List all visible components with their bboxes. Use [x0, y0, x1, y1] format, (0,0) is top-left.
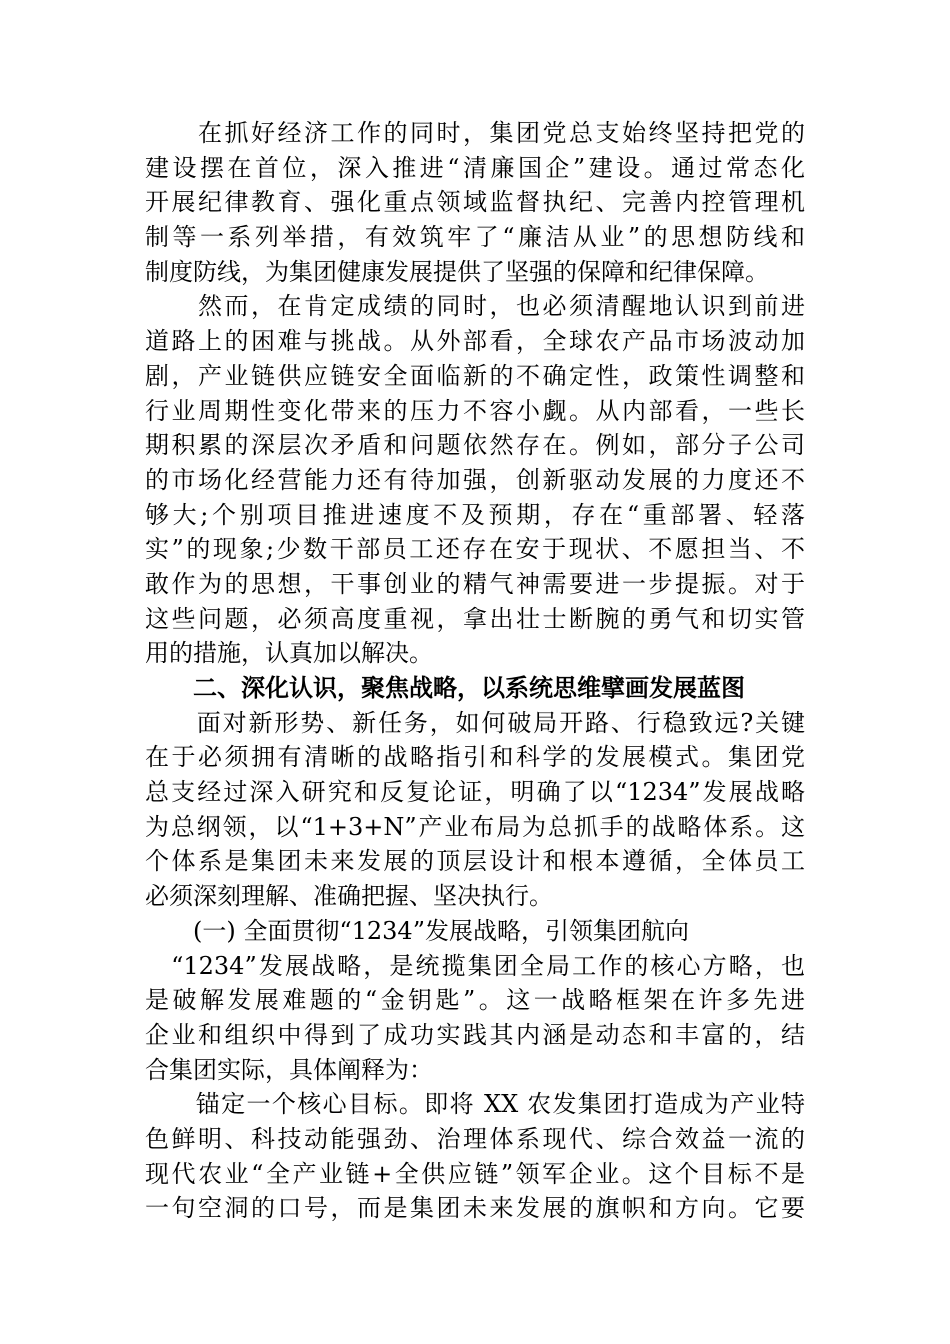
text-line: 建设摆在首位，深入推进“清廉国企”建设。通过常态化	[145, 153, 805, 182]
text-line: 实”的现象;少数干部员工还存在安于现状、不愿担当、不	[145, 535, 805, 564]
text-line: 然而，在肯定成绩的同时，也必须清醒地认识到前进	[145, 292, 805, 321]
text-line: 是破解发展难题的“金钥匙”。这一战略框架在许多先进	[145, 986, 805, 1015]
text-line: 为总纲领，以“1+3+N”产业布局为总抓手的战略体系。这	[145, 812, 805, 841]
text-line: 行业周期性变化带来的压力不容小觑。从内部看，一些长	[145, 396, 805, 425]
text-line: 够大;个别项目推进速度不及预期，存在“重部署、轻落	[145, 500, 805, 529]
text-line: 用的措施，认真加以解决。	[145, 639, 433, 668]
text-line: 的市场化经营能力还有待加强，创新驱动发展的力度还不	[145, 465, 805, 494]
text-line: 色鲜明、科技动能强劲、治理体系现代、综合效益一流的	[145, 1124, 805, 1153]
text-line: 在抓好经济工作的同时，集团党总支始终坚持把党的	[145, 119, 805, 147]
text-line: 在于必须拥有清晰的战略指引和科学的发展模式。集团党	[145, 743, 805, 772]
text-line: (一) 全面贯彻“1234”发展战略，引领集团航向	[145, 916, 689, 945]
document-body	[145, 116, 805, 1226]
text-line: 制等一系列举措，有效筑牢了“廉洁从业”的思想防线和	[145, 223, 805, 252]
text-line: 开展纪律教育、强化重点领域监督执纪、完善内控管理机	[145, 188, 805, 217]
text-line: 这些问题，必须高度重视，拿出壮士断腕的勇气和切实管	[145, 604, 805, 633]
text-line: 现代农业“全产业链+全供应链”领军企业。这个目标不是	[145, 1159, 805, 1188]
text-line: 合集团实际，具体阐释为：	[145, 1055, 433, 1084]
text-line: 个体系是集团未来发展的顶层设计和根本遵循，全体员工	[145, 847, 805, 876]
text-line: 一句空洞的口号，而是集团未来发展的旗帜和方向。它要	[145, 1194, 805, 1223]
text-line: 剧，产业链供应链安全面临新的不确定性，政策性调整和	[145, 361, 805, 390]
text-line: 企业和组织中得到了成功实践其内涵是动态和丰富的，结	[145, 1020, 805, 1049]
text-line: 制度防线，为集团健康发展提供了坚强的保障和纪律保障。	[145, 257, 769, 286]
text-line: “1234”发展战略，是统揽集团全局工作的核心方略，也	[145, 951, 805, 980]
text-line: 敢作为的思想，干事创业的精气神需要进一步提振。对于	[145, 569, 805, 598]
text-line: 总支经过深入研究和反复论证，明确了以“1234”发展战略	[145, 778, 805, 807]
text-line: 二、深化认识，聚焦战略，以系统思维擘画发展蓝图	[145, 673, 745, 702]
text-line: 面对新形势、新任务，如何破局开路、行稳致远?关键	[145, 708, 805, 737]
text-line: 锚定一个核心目标。即将 XX 农发集团打造成为产业特	[145, 1090, 805, 1119]
text-line: 道路上的困难与挑战。从外部看，全球农产品市场波动加	[145, 327, 805, 356]
text-line: 期积累的深层次矛盾和问题依然存在。例如，部分子公司	[145, 431, 805, 460]
text-line: 必须深刻理解、准确把握、坚决执行。	[145, 882, 553, 911]
